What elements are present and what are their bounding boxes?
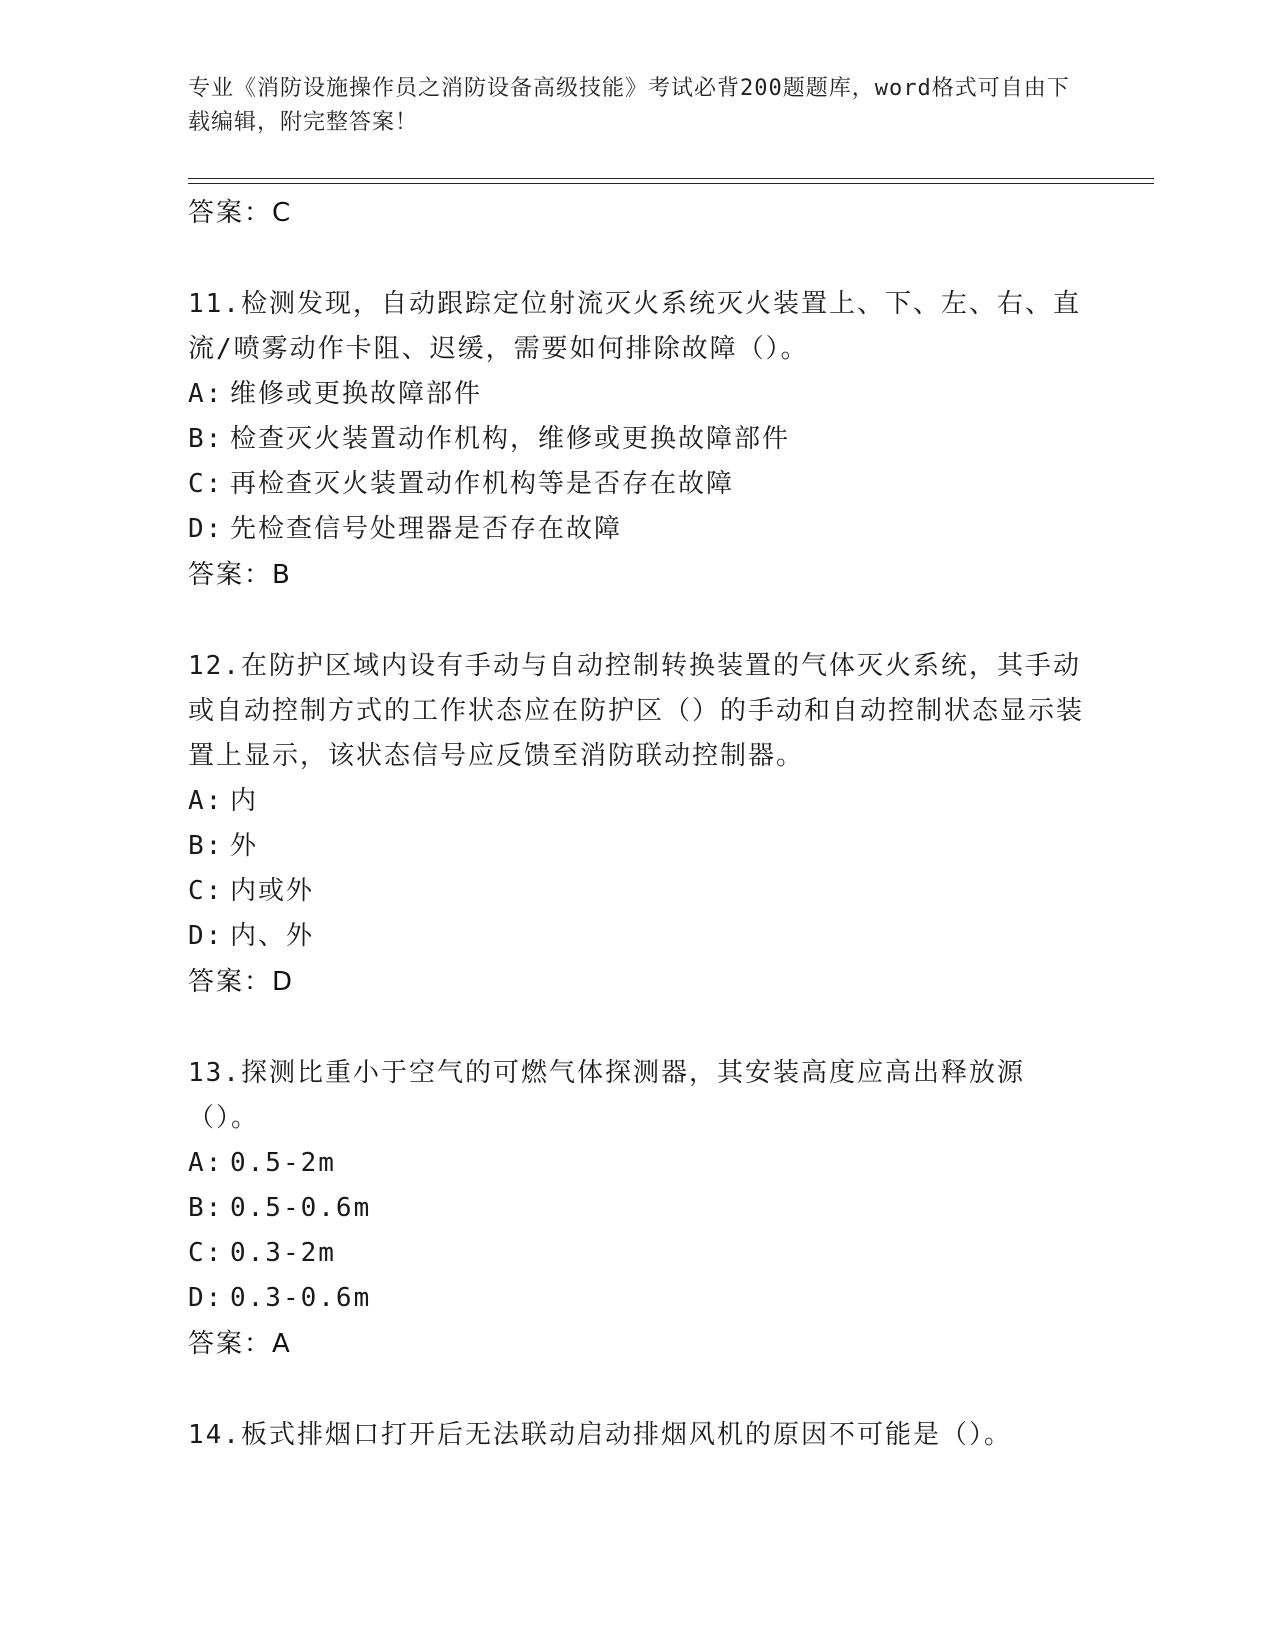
question-block xyxy=(188,1051,1088,1367)
option-letter: A: xyxy=(188,1148,224,1178)
option-letter: D: xyxy=(188,1283,224,1313)
option-letter: B: xyxy=(188,1193,224,1223)
option-letter: D: xyxy=(188,921,224,951)
answer-line: 答案：D xyxy=(188,967,295,997)
option-d xyxy=(188,507,1088,552)
option-text: 再检查灭火装置动作机构等是否存在故障 xyxy=(230,469,735,499)
option-a xyxy=(188,779,1088,824)
option-text: 先检查信号处理器是否存在故障 xyxy=(230,514,623,544)
option-text: 检查灭火装置动作机构，维修或更换故障部件 xyxy=(230,424,791,454)
option-c xyxy=(188,462,1088,507)
answer-line: 答案：A xyxy=(188,1329,292,1359)
option-letter: B: xyxy=(188,424,224,454)
question-text: 14.板式排烟口打开后无法联动启动排烟风机的原因不可能是（）。 xyxy=(188,1420,1012,1450)
option-c xyxy=(188,1231,1088,1276)
question-block xyxy=(188,1413,1088,1458)
question-text: 11.检测发现，自动跟踪定位射流灭火系统灭火装置上、下、左、右、直流/喷雾动作卡阻、迟缓，需要如何排除故障（）。 xyxy=(188,289,1081,364)
option-d xyxy=(188,914,1088,959)
question-text: 12.在防护区域内设有手动与自动控制转换装置的气体灭火系统，其手动或自动控制方式的工作状态应在防护区（）的手动和自动控制状态显示装置上显示，该状态信号应反馈至消防联动控制器。 xyxy=(188,651,1085,771)
option-text: 0.3-0.6m xyxy=(230,1283,372,1313)
page-header: 专业《消防设施操作员之消防设备高级技能》考试必背200题题库，word格式可自由下载编辑，附完整答案！ xyxy=(188,76,1070,135)
option-text: 0.3-2m xyxy=(230,1238,336,1268)
option-a xyxy=(188,1141,1088,1186)
header-divider-bottom xyxy=(188,183,1154,184)
option-b xyxy=(188,824,1088,869)
option-d xyxy=(188,1276,1088,1321)
option-letter: C: xyxy=(188,1238,224,1268)
option-text: 内 xyxy=(230,786,259,816)
option-c xyxy=(188,869,1088,914)
question-text: 13.探测比重小于空气的可燃气体探测器，其安装高度应高出释放源（）。 xyxy=(188,1058,1025,1133)
question-block xyxy=(188,282,1088,598)
option-letter: B: xyxy=(188,831,224,861)
option-letter: D: xyxy=(188,514,224,544)
document-body xyxy=(188,190,1088,1458)
option-text: 维修或更换故障部件 xyxy=(230,379,483,409)
option-text: 外 xyxy=(230,831,259,861)
option-letter: A: xyxy=(188,379,224,409)
answer-line: 答案：C xyxy=(188,198,293,228)
option-text: 内、外 xyxy=(230,921,315,951)
option-b xyxy=(188,417,1088,462)
option-letter: C: xyxy=(188,876,224,906)
option-text: 0.5-2m xyxy=(230,1148,336,1178)
option-letter: C: xyxy=(188,469,224,499)
answer-line: 答案：B xyxy=(188,560,292,590)
option-letter: A: xyxy=(188,786,224,816)
option-text: 0.5-0.6m xyxy=(230,1193,372,1223)
question-block xyxy=(188,644,1088,1005)
option-text: 内或外 xyxy=(230,876,315,906)
option-a xyxy=(188,372,1088,417)
header-divider-top xyxy=(188,178,1154,179)
option-b xyxy=(188,1186,1088,1231)
